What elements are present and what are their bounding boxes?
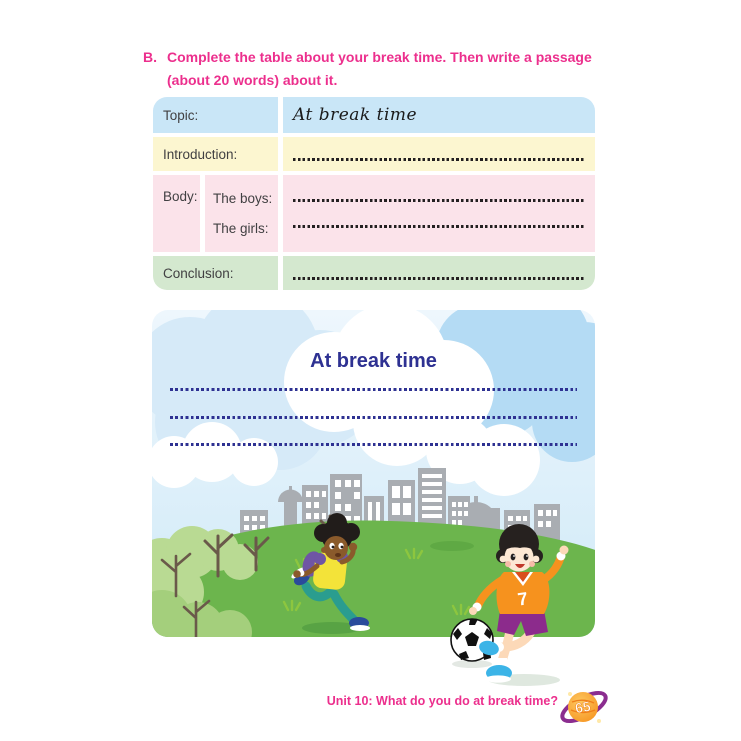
boys-label: The boys: (213, 190, 273, 206)
topic-label: Topic: (153, 97, 278, 133)
writing-plan-table (153, 97, 595, 290)
hill-shade-patch (430, 541, 474, 551)
page-number: 65 (573, 697, 592, 717)
topic-value-cell (283, 97, 595, 133)
answer-line-boys[interactable] (293, 199, 585, 202)
table-row-introduction (153, 137, 595, 171)
exercise-instruction-line1: Complete the table about your break time. Then write a passage (167, 49, 592, 65)
topic-value: At break time (293, 105, 418, 125)
exercise-letter: B. (143, 49, 157, 65)
answer-line-girls[interactable] (293, 225, 585, 228)
writing-line-2[interactable] (170, 416, 577, 419)
exercise-heading (143, 46, 592, 92)
page-number-badge (558, 682, 610, 732)
girls-label: The girls: (213, 221, 269, 237)
conclusion-answer-cell (283, 256, 595, 290)
body-label: Body: (153, 175, 200, 252)
body-answer-cell (283, 175, 595, 252)
table-row-topic (153, 97, 595, 133)
introduction-label: Introduction: (153, 137, 278, 171)
table-row-conclusion (153, 256, 595, 290)
jersey-number: 7 (516, 588, 530, 610)
footer-unit-title: Unit 10: What do you do at break time? (326, 694, 558, 708)
scene-illustration (152, 310, 595, 690)
introduction-answer-cell (283, 137, 595, 171)
soccer-ball-icon (451, 619, 493, 661)
answer-line-conclusion[interactable] (293, 277, 585, 280)
conclusion-label: Conclusion: (153, 256, 278, 290)
exercise-instruction-line2: (about 20 words) about it. (167, 72, 338, 88)
sparkle-icon (568, 692, 572, 696)
table-row-body (153, 175, 595, 252)
sparkle-icon (597, 719, 601, 723)
answer-line-introduction[interactable] (293, 158, 585, 161)
writing-line-1[interactable] (170, 388, 577, 391)
scene-title: At break time (310, 350, 437, 372)
writing-line-3[interactable] (170, 443, 577, 446)
body-sublabels-cell (205, 175, 278, 252)
